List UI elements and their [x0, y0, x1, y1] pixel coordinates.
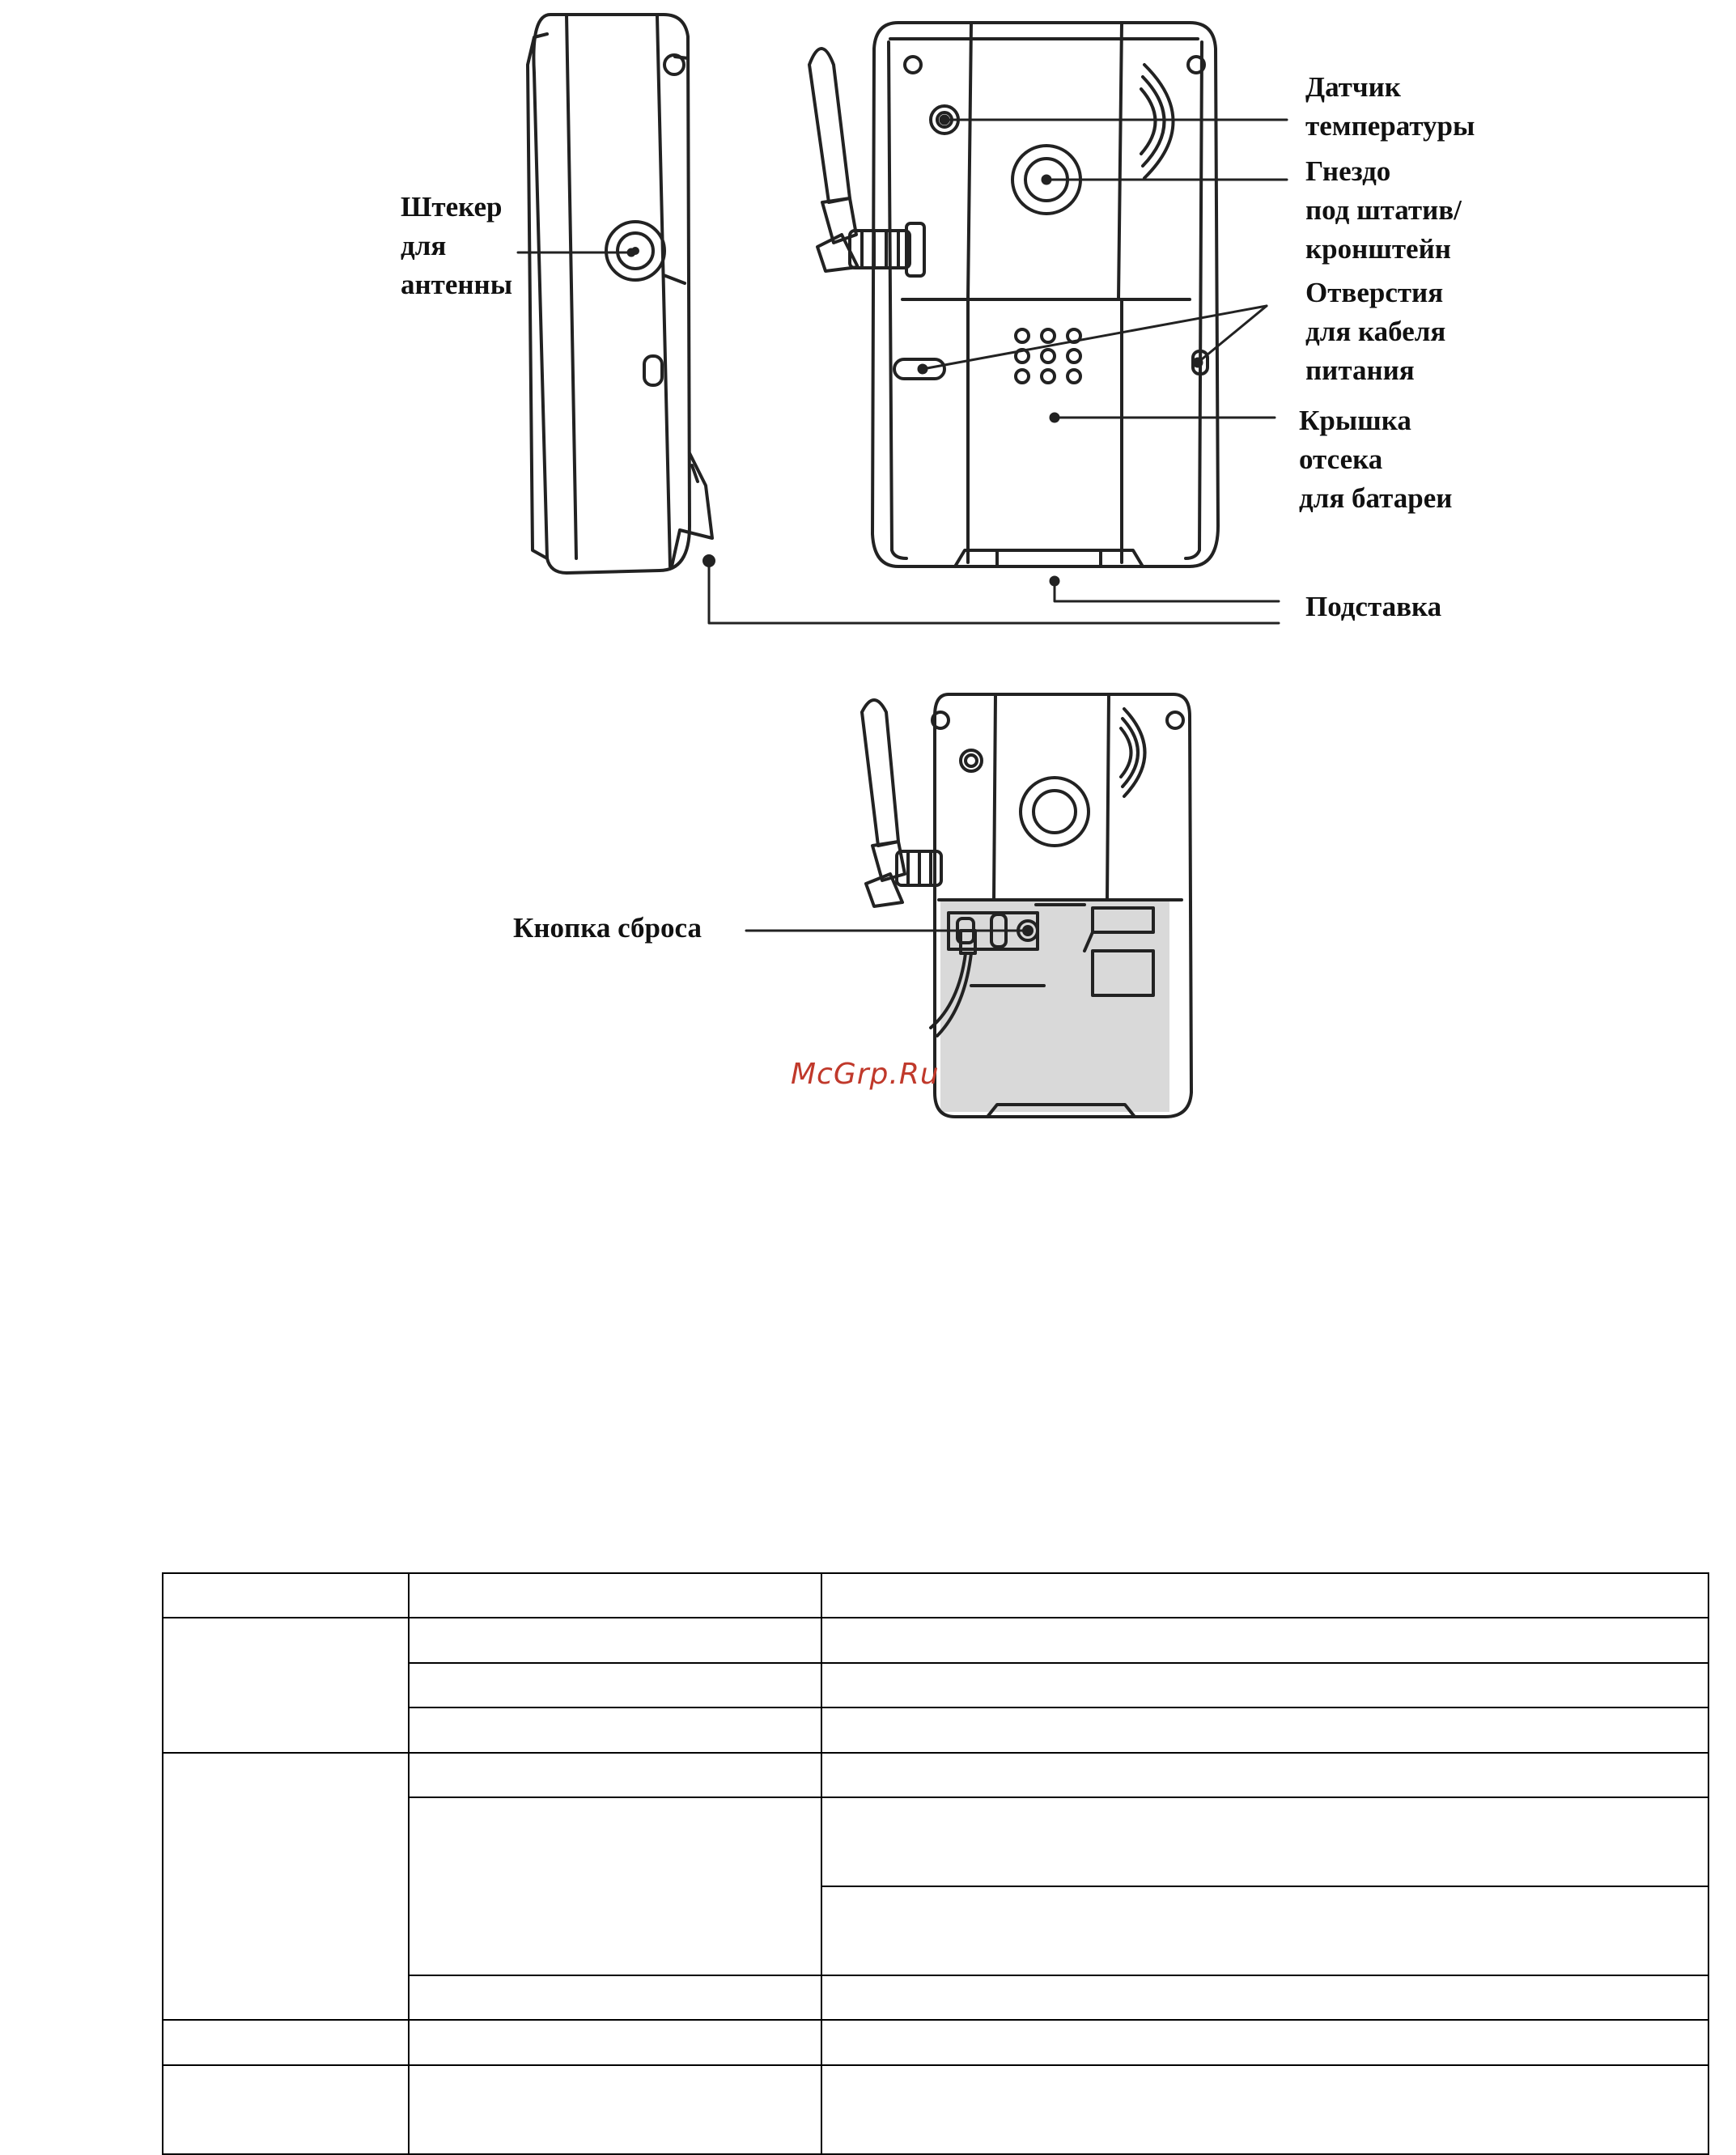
- table-cell: [821, 1886, 1708, 1975]
- table-cell: [821, 1573, 1708, 1618]
- table-cell: [409, 1797, 821, 1975]
- label-reset-button: Кнопка сброса: [513, 912, 702, 944]
- table-cell: [821, 1618, 1708, 1663]
- table-cell: [409, 1573, 821, 1618]
- table-cell: [409, 1975, 821, 2020]
- spec-table: [162, 1572, 1709, 2155]
- table-cell: [821, 1753, 1708, 1797]
- table-row: [163, 1573, 1708, 1618]
- table-cell: [163, 2020, 409, 2065]
- table-cell: [821, 1707, 1708, 1753]
- watermark: McGrp.Ru: [791, 1058, 940, 1091]
- table-row: [163, 1618, 1708, 1663]
- label-temperature-sensor: Датчик температуры: [1305, 71, 1475, 142]
- table-cell: [409, 1753, 821, 1797]
- table-cell: [409, 1663, 821, 1707]
- leader-lines: [518, 116, 1287, 935]
- table-cell: [163, 1618, 409, 1753]
- table-cell: [821, 1975, 1708, 2020]
- label-stand: Подставка: [1305, 591, 1442, 622]
- table-cell: [409, 2020, 821, 2065]
- table-cell: [409, 1707, 821, 1753]
- table-row: [163, 2065, 1708, 2154]
- open-compartment-view: [862, 694, 1191, 1117]
- table-cell: [821, 1663, 1708, 1707]
- table-cell: [821, 2065, 1708, 2154]
- table-cell: [163, 1573, 409, 1618]
- table-cell: [409, 2065, 821, 2154]
- label-antenna-plug: Штекер для антенны: [401, 191, 513, 300]
- table-row: [163, 2020, 1708, 2065]
- label-battery-cover: Крышка отсека для батареи: [1299, 405, 1453, 514]
- table-cell: [821, 2020, 1708, 2065]
- label-tripod-socket: Гнездо под штатив/ кронштейн: [1305, 155, 1462, 265]
- table-cell: [409, 1618, 821, 1663]
- table-row: [163, 1753, 1708, 1797]
- side-view: [528, 15, 714, 573]
- table-cell: [163, 2065, 409, 2154]
- front-view: [809, 23, 1218, 566]
- table-cell: [163, 1753, 409, 2020]
- label-power-cable-holes: Отверстия для кабеля питания: [1305, 277, 1446, 386]
- table-cell: [821, 1797, 1708, 1886]
